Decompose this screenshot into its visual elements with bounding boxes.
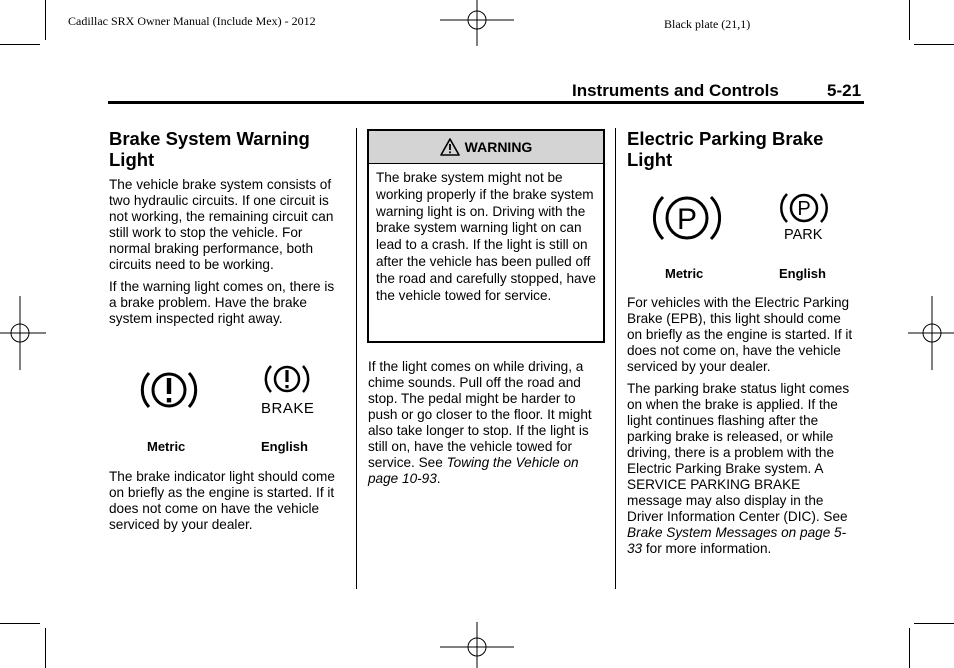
warning-header [369,131,603,164]
brake-system-para-1: The vehicle brake system consists of two hydraulic circuits. If one circuit is not working, the remaining circuit can still work to stop the vehicle. For normal braking performance, both circuits need to be working. [109,177,334,272]
parking-metric-letter: P [676,203,698,236]
brake-caption-metric: Metric [147,439,186,454]
parking-brake-heading: Electric Parking Brake Light [627,128,824,170]
crop-mark [45,628,46,668]
middle-para-end: . [436,471,441,486]
brake-warning-english-icon [262,361,312,397]
parking-brake-para-2: The parking brake status light comes on when the brake is applied. If the light continues flashing after the parking brake is released, or while driving, there is a problem with the Electric Parking Brake system. A SERVICE PARKING BRAKE message may also display in the Driver Information Center (DIC). See [627,381,850,524]
brake-indicator-note [109,469,345,539]
registration-mark-top [440,0,514,46]
park-icon-text: PARK [784,227,823,243]
parking-brake-english-icon [778,190,830,226]
brake-english-icon-text: BRAKE [261,400,315,417]
brake-system-heading: Brake System Warning Light [109,128,310,170]
registration-mark-left [0,296,46,370]
warning-box [367,129,605,343]
crop-mark [909,0,910,40]
brake-caption-english: English [261,439,308,454]
column-divider [615,128,616,589]
parking-brake-para-2-end: for more information. [642,541,772,556]
crop-mark [914,623,954,624]
warning-title: WARNING [464,139,533,155]
warning-triangle-icon [440,138,460,156]
brake-system-column [109,128,345,333]
crop-mark [0,44,40,45]
brake-system-para-2: If the warning light comes on, there is a brake problem. Have the brake system inspected right away. [109,279,335,326]
brake-messages-reference: Brake System Messages on page 5-33 [627,525,847,556]
crop-mark [45,0,46,40]
registration-mark-bottom [440,622,514,668]
middle-para-text: If the light comes on while driving, a chime sounds. Pull off the road and stop. The pedal might be harder to push or go closer to the floor. It might also take longer to stop. If the light is still on, have the vehicle towed for service. See [368,359,592,470]
crop-mark [909,628,910,668]
brake-system-para-3: The brake indicator light should come on briefly as the engine is started. If it does not come on have the vehicle serviced by your dealer. [109,469,335,532]
parking-english-letter: P [797,198,811,220]
plate-label: Black plate (21,1) [664,17,751,31]
warning-text: The brake system might not be working properly if the brake system warning light is on. Driving with the brake system warning light on can lead to a crash. If the light is still on after the vehicle has been pulled off the road and carefully stopped, have the vehicle towed for service. [376,170,596,303]
middle-paragraph [368,359,604,487]
registration-mark-right [908,296,954,370]
parking-caption-metric: Metric [665,266,704,281]
parking-brake-para-1: For vehicles with the Electric Parking Brake (EPB), this light should come on briefly as the engine is started. If it does not come on, have the vehicle serviced by your dealer. [627,295,853,374]
parking-caption-english: English [779,266,826,281]
parking-brake-column [627,128,853,170]
crop-mark [0,623,40,624]
brake-warning-metric-icon [140,365,198,415]
page-number: 5-21 [827,81,862,100]
towing-reference: Towing the Vehicle on page 10-93 [368,455,579,486]
parking-brake-body [627,295,853,557]
crop-mark [914,44,954,45]
column-divider [356,128,357,589]
section-title: Instruments and Controls [572,81,779,100]
parking-brake-metric-icon [652,189,722,247]
header-rule [108,101,864,104]
manual-title: Cadillac SRX Owner Manual (Include Mex) - 2012 [68,14,316,28]
